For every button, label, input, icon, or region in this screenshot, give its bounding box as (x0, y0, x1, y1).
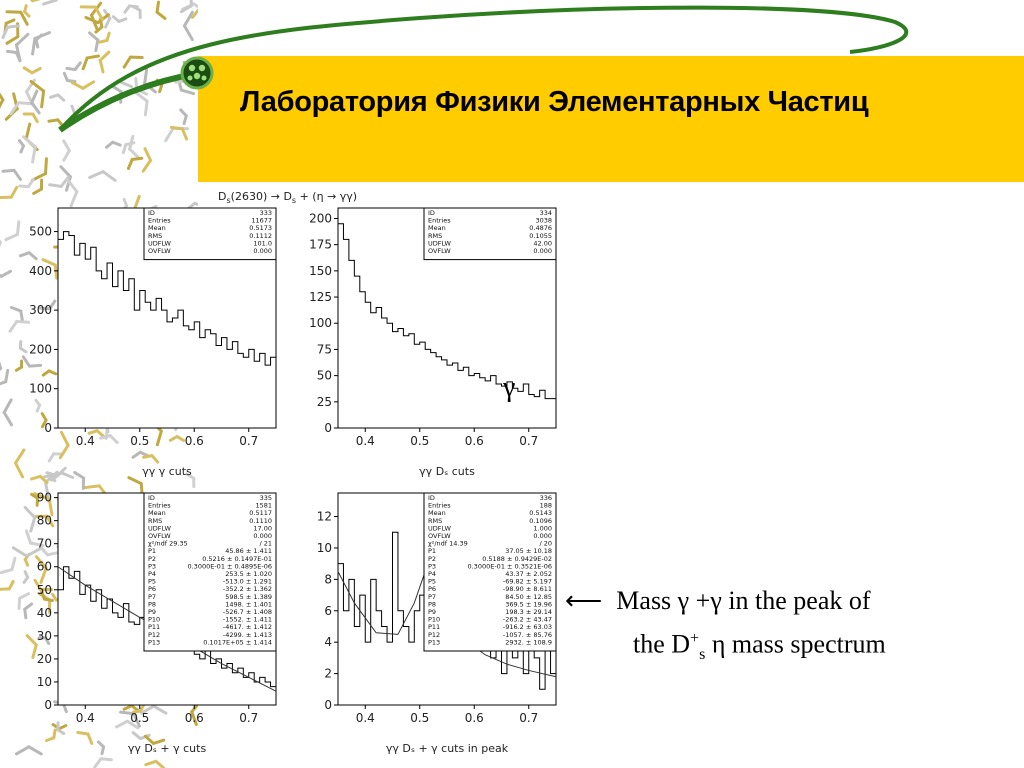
y-tick-label: 12 (316, 509, 332, 524)
stats-value: -4617. ± 1.412 (222, 623, 272, 632)
stats-key: ID (428, 494, 435, 502)
stats-key: P2 (428, 554, 437, 563)
stats-value: 3038 (535, 216, 552, 225)
y-tick-label: 0 (44, 698, 52, 712)
stats-value: / 20 (539, 539, 552, 548)
stats-key: P4 (428, 570, 437, 578)
gamma-marker: γ (503, 372, 516, 403)
stats-key: RMS (428, 231, 443, 240)
molecule-shape (1, 558, 15, 572)
stats-key: UDFLW (428, 524, 451, 533)
x-tick-label: 0.7 (519, 711, 539, 725)
stats-key: UDFLW (428, 239, 451, 248)
stats-key: P3 (148, 562, 157, 571)
y-tick-label: 60 (36, 559, 52, 574)
page-title: Лаборатория Физики Элементарных Частиц (240, 86, 869, 118)
stats-key: P1 (428, 547, 437, 556)
y-tick-label: 20 (36, 651, 52, 666)
stats-value: -352.2 ± 1.362 (222, 585, 272, 594)
stats-value: 198.3 ± 29.14 (505, 608, 552, 616)
stats-key: Entries (148, 216, 171, 225)
particle-atom-logo-icon (182, 58, 212, 88)
stats-key: P9 (428, 608, 437, 616)
stats-key: P8 (148, 600, 157, 609)
y-tick-label: 2 (324, 666, 332, 681)
x-tick-label: 0.7 (239, 434, 259, 448)
y-tick-label: 10 (36, 674, 52, 689)
stats-key: P4 (148, 570, 157, 578)
stats-value: 17.00 (253, 524, 272, 533)
y-tick-label: 6 (324, 603, 332, 618)
x-tick-label: 0.6 (184, 434, 204, 448)
y-tick-label: 100 (29, 381, 52, 396)
stats-key: P10 (148, 615, 161, 624)
molecule-shape (0, 370, 8, 385)
stats-key: P3 (428, 562, 437, 571)
stats-key: UDFLW (148, 239, 171, 248)
stats-value: 0.1055 (529, 231, 552, 240)
stats-key: P6 (148, 585, 157, 594)
histogram-panel-top-right (300, 200, 570, 482)
molecule-shape (4, 400, 11, 425)
x-tick-label: 0.5 (130, 711, 150, 725)
stats-value: 42.00 (533, 239, 552, 248)
x-tick-label: 0.4 (75, 711, 95, 725)
stats-value: -263.2 ± 43.47 (502, 615, 552, 624)
stats-key: RMS (148, 231, 163, 240)
stats-value: / 21 (259, 539, 272, 548)
y-tick-label: 30 (36, 628, 52, 643)
stats-key: P2 (148, 554, 157, 563)
stats-value: 0.1112 (249, 231, 272, 240)
stats-value: -1552. ± 1.411 (222, 615, 272, 624)
molecule-shape (0, 271, 11, 276)
stats-value: 84.50 ± 12.85 (505, 592, 552, 601)
histogram-panel-bottom-left (20, 485, 290, 768)
stats-key: P5 (148, 577, 157, 586)
y-tick-label: 300 (29, 303, 52, 318)
stats-value: 0.5173 (249, 224, 272, 233)
stats-value: -513.0 ± 1.291 (222, 577, 272, 586)
stats-value: -1057. ± 85.76 (502, 630, 552, 639)
x-tick-label: 0.4 (75, 434, 95, 448)
stats-value: 2932. ± 108.9 (505, 638, 552, 647)
stats-value: 0.000 (253, 247, 272, 255)
y-tick-label: 90 (36, 490, 52, 505)
y-tick-label: 8 (324, 572, 332, 587)
y-tick-label: 40 (36, 605, 52, 620)
stats-key: P10 (428, 615, 441, 624)
stats-key: P8 (428, 600, 437, 609)
y-tick-label: 200 (29, 342, 52, 357)
stats-value: 333 (259, 209, 272, 217)
stats-value: 0.5117 (249, 509, 272, 518)
annotation-text: ⟵ Mass γ +γ in the peak of the $D^+_s$ η mass spectrum (565, 586, 886, 663)
stats-value: 0.3000E-01 ± 0.3521E-06 (467, 562, 552, 571)
stats-value: -4299. ± 1.413 (222, 630, 272, 639)
y-tick-label: 175 (309, 237, 332, 252)
x-tick-label: 0.7 (519, 434, 539, 448)
stats-value: 336 (539, 494, 552, 502)
y-tick-label: 0 (324, 421, 332, 435)
molecule-shape (0, 357, 1, 377)
stats-value: 0.000 (533, 247, 552, 255)
stats-key: ID (148, 209, 155, 217)
x-tick-label: 0.5 (410, 711, 430, 725)
x-tick-label: 0.6 (464, 434, 484, 448)
stats-key: ID (148, 494, 155, 502)
stats-value: 1.000 (533, 524, 552, 533)
stats-value: 1581 (255, 501, 272, 510)
y-tick-label: 50 (36, 582, 52, 597)
stats-key: OVFLW (148, 247, 171, 255)
stats-value: 0.1096 (529, 516, 552, 525)
x-tick-label: 0.6 (464, 711, 484, 725)
stats-key: OVFLW (148, 532, 171, 540)
figure-caption: $D_s(2630) \to D_s + (\eta \to \gamma\gamma)$ (218, 190, 358, 206)
stats-value: 0.000 (253, 532, 272, 540)
stats-value: -526.7 ± 1.408 (222, 608, 272, 616)
y-tick-label: 0 (44, 421, 52, 435)
stats-key: OVFLW (428, 247, 451, 255)
stats-key: ID (428, 209, 435, 217)
y-tick-label: 125 (309, 290, 332, 305)
x-tick-label: 0.7 (239, 711, 259, 725)
stats-value: 0.3000E-01 ± 0.4895E-06 (187, 562, 272, 571)
stats-key: P6 (428, 585, 437, 594)
stats-value: 335 (259, 494, 272, 502)
stats-key: χ²/ndf 14.39 (428, 539, 468, 548)
x-axis-label: γγ Dₛ + γ cuts (127, 742, 207, 755)
y-tick-label: 150 (309, 263, 332, 278)
stats-value: 0.1017E+05 ± 1.414 (203, 638, 272, 647)
stats-key: UDFLW (148, 524, 171, 533)
stats-value: 0.000 (533, 532, 552, 540)
y-tick-label: 10 (316, 540, 332, 555)
stats-key: P12 (148, 630, 161, 639)
histogram-panel-bottom-right (300, 485, 570, 768)
y-tick-label: 500 (29, 224, 52, 239)
x-axis-label: γγ Dₛ cuts (419, 465, 475, 478)
stats-key: OVFLW (428, 532, 451, 540)
stats-key: P1 (148, 547, 157, 556)
molecule-shape (6, 222, 19, 240)
stats-value: 0.1110 (249, 516, 272, 525)
y-tick-label: 400 (29, 263, 52, 278)
stats-key: Entries (148, 501, 171, 510)
stats-value: 369.5 ± 19.96 (505, 600, 552, 609)
x-axis-label: γγ Dₛ + γ cuts in peak (385, 742, 509, 755)
stats-value: 334 (539, 209, 552, 217)
stats-key: P7 (428, 592, 437, 601)
stats-value: 598.5 ± 1.389 (225, 592, 272, 601)
stats-key: Mean (148, 224, 166, 233)
x-tick-label: 0.5 (130, 434, 150, 448)
stats-key: RMS (428, 516, 443, 525)
y-tick-label: 0 (324, 698, 332, 712)
stats-key: χ²/ndf 29.35 (148, 539, 188, 548)
x-tick-label: 0.4 (355, 711, 375, 725)
stats-key: RMS (148, 516, 163, 525)
stats-key: P9 (148, 608, 157, 616)
stats-key: P5 (428, 577, 437, 586)
stats-key: P7 (148, 592, 157, 601)
y-tick-label: 80 (36, 513, 52, 528)
x-axis-label: γγ γ cuts (142, 465, 192, 478)
stats-value: 253.5 ± 1.020 (225, 570, 272, 578)
stats-key: Mean (428, 224, 446, 233)
x-tick-label: 0.6 (184, 711, 204, 725)
stats-value: 37.05 ± 10.18 (505, 547, 552, 556)
stats-value: 11677 (251, 216, 272, 225)
y-tick-label: 70 (36, 536, 52, 551)
stats-key: Entries (428, 216, 451, 225)
stats-value: 0.4876 (529, 224, 552, 233)
histogram-panel-top-left (20, 200, 290, 482)
molecule-shape (1, 581, 13, 589)
y-tick-label: 75 (316, 342, 332, 357)
y-tick-label: 4 (324, 635, 332, 650)
stats-key: Mean (148, 509, 166, 518)
stats-key: P13 (148, 638, 161, 647)
stats-value: 0.5216 ± 0.1497E-01 (202, 554, 272, 563)
stats-key: P11 (428, 623, 441, 632)
stats-value: 101.0 (253, 239, 272, 248)
stats-key: Mean (428, 509, 446, 518)
x-tick-label: 0.4 (355, 434, 375, 448)
y-tick-label: 25 (316, 394, 332, 409)
stats-value: 1498. ± 1.401 (225, 600, 272, 609)
stats-key: P13 (428, 638, 441, 647)
stats-key: P12 (428, 630, 441, 639)
stats-value: 45.86 ± 1.411 (225, 547, 272, 556)
y-tick-label: 100 (309, 316, 332, 331)
stats-value: 0.5143 (529, 509, 552, 518)
stats-value: 43.37 ± 2.052 (505, 570, 552, 578)
x-tick-label: 0.5 (410, 434, 430, 448)
y-tick-label: 200 (309, 211, 332, 226)
stats-key: Entries (428, 501, 451, 510)
left-arrow-icon: ⟵ (565, 586, 603, 615)
stats-value: -69.82 ± 5.197 (502, 577, 552, 586)
stats-value: -98.90 ± 8.611 (502, 585, 552, 594)
stats-value: 0.5188 ± 0.9429E-02 (482, 554, 552, 563)
stats-value: -916.2 ± 63.03 (502, 623, 552, 632)
y-tick-label: 50 (316, 368, 332, 383)
stats-key: P11 (148, 623, 161, 632)
stats-value: 188 (539, 501, 552, 510)
